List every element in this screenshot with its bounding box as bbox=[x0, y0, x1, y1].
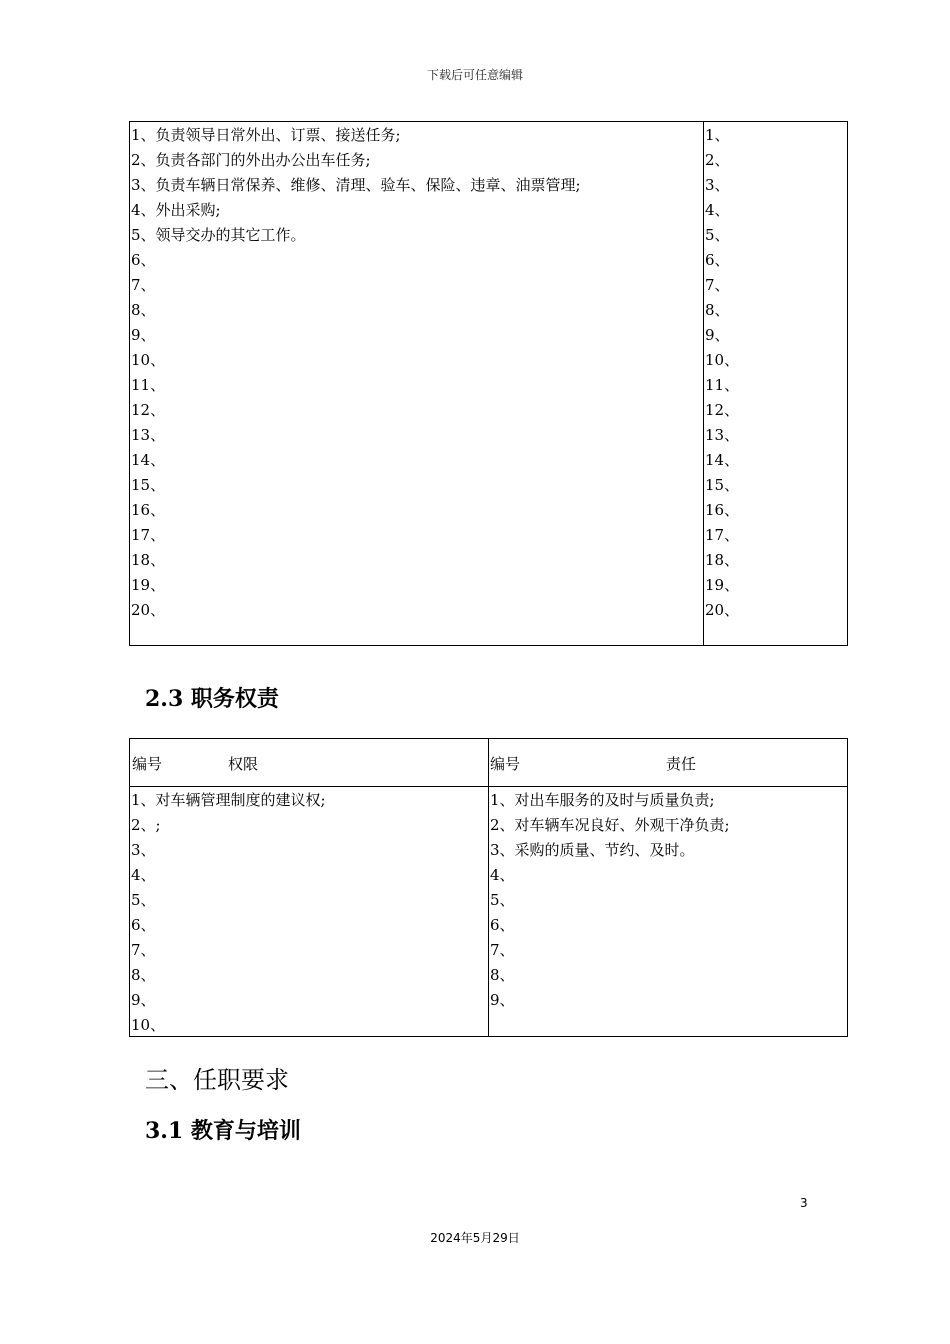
list-item: 16、 bbox=[131, 501, 166, 519]
list-item: 4、 bbox=[490, 866, 515, 884]
list-item: 8、 bbox=[131, 301, 156, 319]
list-item: 2、对车辆车况良好、外观干净负责; bbox=[490, 816, 730, 834]
header-left-number: 编号 bbox=[132, 755, 163, 773]
duties-left-list bbox=[130, 122, 703, 623]
duties-right-list bbox=[704, 122, 847, 623]
list-item: 6、 bbox=[131, 251, 156, 269]
list-item: 17、 bbox=[705, 526, 740, 544]
list-item: 19、 bbox=[705, 576, 740, 594]
list-item: 7、 bbox=[705, 276, 730, 294]
list-item: 1、 bbox=[705, 126, 730, 144]
list-item: 6、 bbox=[490, 916, 515, 934]
list-item: 7、 bbox=[490, 941, 515, 959]
list-item: 7、 bbox=[131, 276, 156, 294]
authority-table bbox=[129, 738, 848, 1037]
list-item: 7、 bbox=[131, 941, 156, 959]
list-item: 2、负责各部门的外出办公出车任务; bbox=[131, 151, 371, 169]
list-item: 15、 bbox=[131, 476, 166, 494]
list-item: 9、 bbox=[490, 991, 515, 1009]
list-item: 8、 bbox=[131, 966, 156, 984]
footer-date: 2024年5月29日 bbox=[430, 1231, 520, 1245]
duties-table bbox=[129, 121, 848, 646]
header-right-number: 编号 bbox=[490, 755, 521, 773]
list-item: 18、 bbox=[131, 551, 166, 569]
page-number: 3 bbox=[800, 1196, 808, 1210]
list-item: 14、 bbox=[705, 451, 740, 469]
list-item: 1、对出车服务的及时与质量负责; bbox=[490, 791, 715, 809]
list-item: 18、 bbox=[705, 551, 740, 569]
list-item: 12、 bbox=[705, 401, 740, 419]
list-item: 3、 bbox=[131, 841, 156, 859]
list-item: 5、领导交办的其它工作。 bbox=[131, 226, 306, 244]
list-item: 4、 bbox=[131, 866, 156, 884]
list-item: 9、 bbox=[705, 326, 730, 344]
header-right-responsibility: 责任 bbox=[666, 755, 697, 773]
duties-right-column bbox=[704, 122, 847, 645]
list-item: 6、 bbox=[705, 251, 730, 269]
list-item: 5、 bbox=[131, 891, 156, 909]
list-item: 3、采购的质量、节约、及时。 bbox=[490, 841, 695, 859]
authority-left-column bbox=[130, 788, 488, 1038]
list-item: 17、 bbox=[131, 526, 166, 544]
authority-left-list bbox=[130, 788, 488, 1038]
list-item: 4、 bbox=[705, 201, 730, 219]
list-item: 9、 bbox=[131, 326, 156, 344]
header-left-authority: 权限 bbox=[228, 755, 259, 773]
list-item: 20、 bbox=[131, 601, 166, 619]
list-item: 10、 bbox=[705, 351, 740, 369]
list-item: 6、 bbox=[131, 916, 156, 934]
list-item: 14、 bbox=[131, 451, 166, 469]
page-header-note: 下载后可任意编辑 bbox=[426, 68, 523, 82]
section-3-title: 三、任职要求 bbox=[145, 1066, 289, 1094]
list-item: 11、 bbox=[131, 376, 166, 394]
list-item: 19、 bbox=[131, 576, 166, 594]
list-item: 5、 bbox=[705, 226, 730, 244]
list-item: 13、 bbox=[131, 426, 166, 444]
section-3-1-title: 3.1 教育与培训 bbox=[145, 1118, 301, 1144]
list-item: 15、 bbox=[705, 476, 740, 494]
list-item: 3、负责车辆日常保养、维修、清理、验车、保险、违章、油票管理; bbox=[131, 176, 581, 194]
list-item: 4、外出采购; bbox=[131, 201, 221, 219]
responsibility-right-column bbox=[489, 788, 847, 1013]
list-item: 13、 bbox=[705, 426, 740, 444]
list-item: 10、 bbox=[131, 1016, 166, 1034]
list-item: 10、 bbox=[131, 351, 166, 369]
list-item: 9、 bbox=[131, 991, 156, 1009]
list-item: 20、 bbox=[705, 601, 740, 619]
section-2-3-title: 2.3 职务权责 bbox=[145, 686, 279, 712]
list-item: 12、 bbox=[131, 401, 166, 419]
list-item: 5、 bbox=[490, 891, 515, 909]
list-item: 2、 bbox=[705, 151, 730, 169]
list-item: 11、 bbox=[705, 376, 740, 394]
list-item: 2、; bbox=[131, 816, 161, 834]
list-item: 1、负责领导日常外出、订票、接送任务; bbox=[131, 126, 401, 144]
list-item: 16、 bbox=[705, 501, 740, 519]
duties-left-column bbox=[130, 122, 704, 645]
responsibility-right-list bbox=[489, 788, 847, 1013]
list-item: 1、对车辆管理制度的建议权; bbox=[131, 791, 326, 809]
list-item: 8、 bbox=[705, 301, 730, 319]
list-item: 3、 bbox=[705, 176, 730, 194]
list-item: 8、 bbox=[490, 966, 515, 984]
